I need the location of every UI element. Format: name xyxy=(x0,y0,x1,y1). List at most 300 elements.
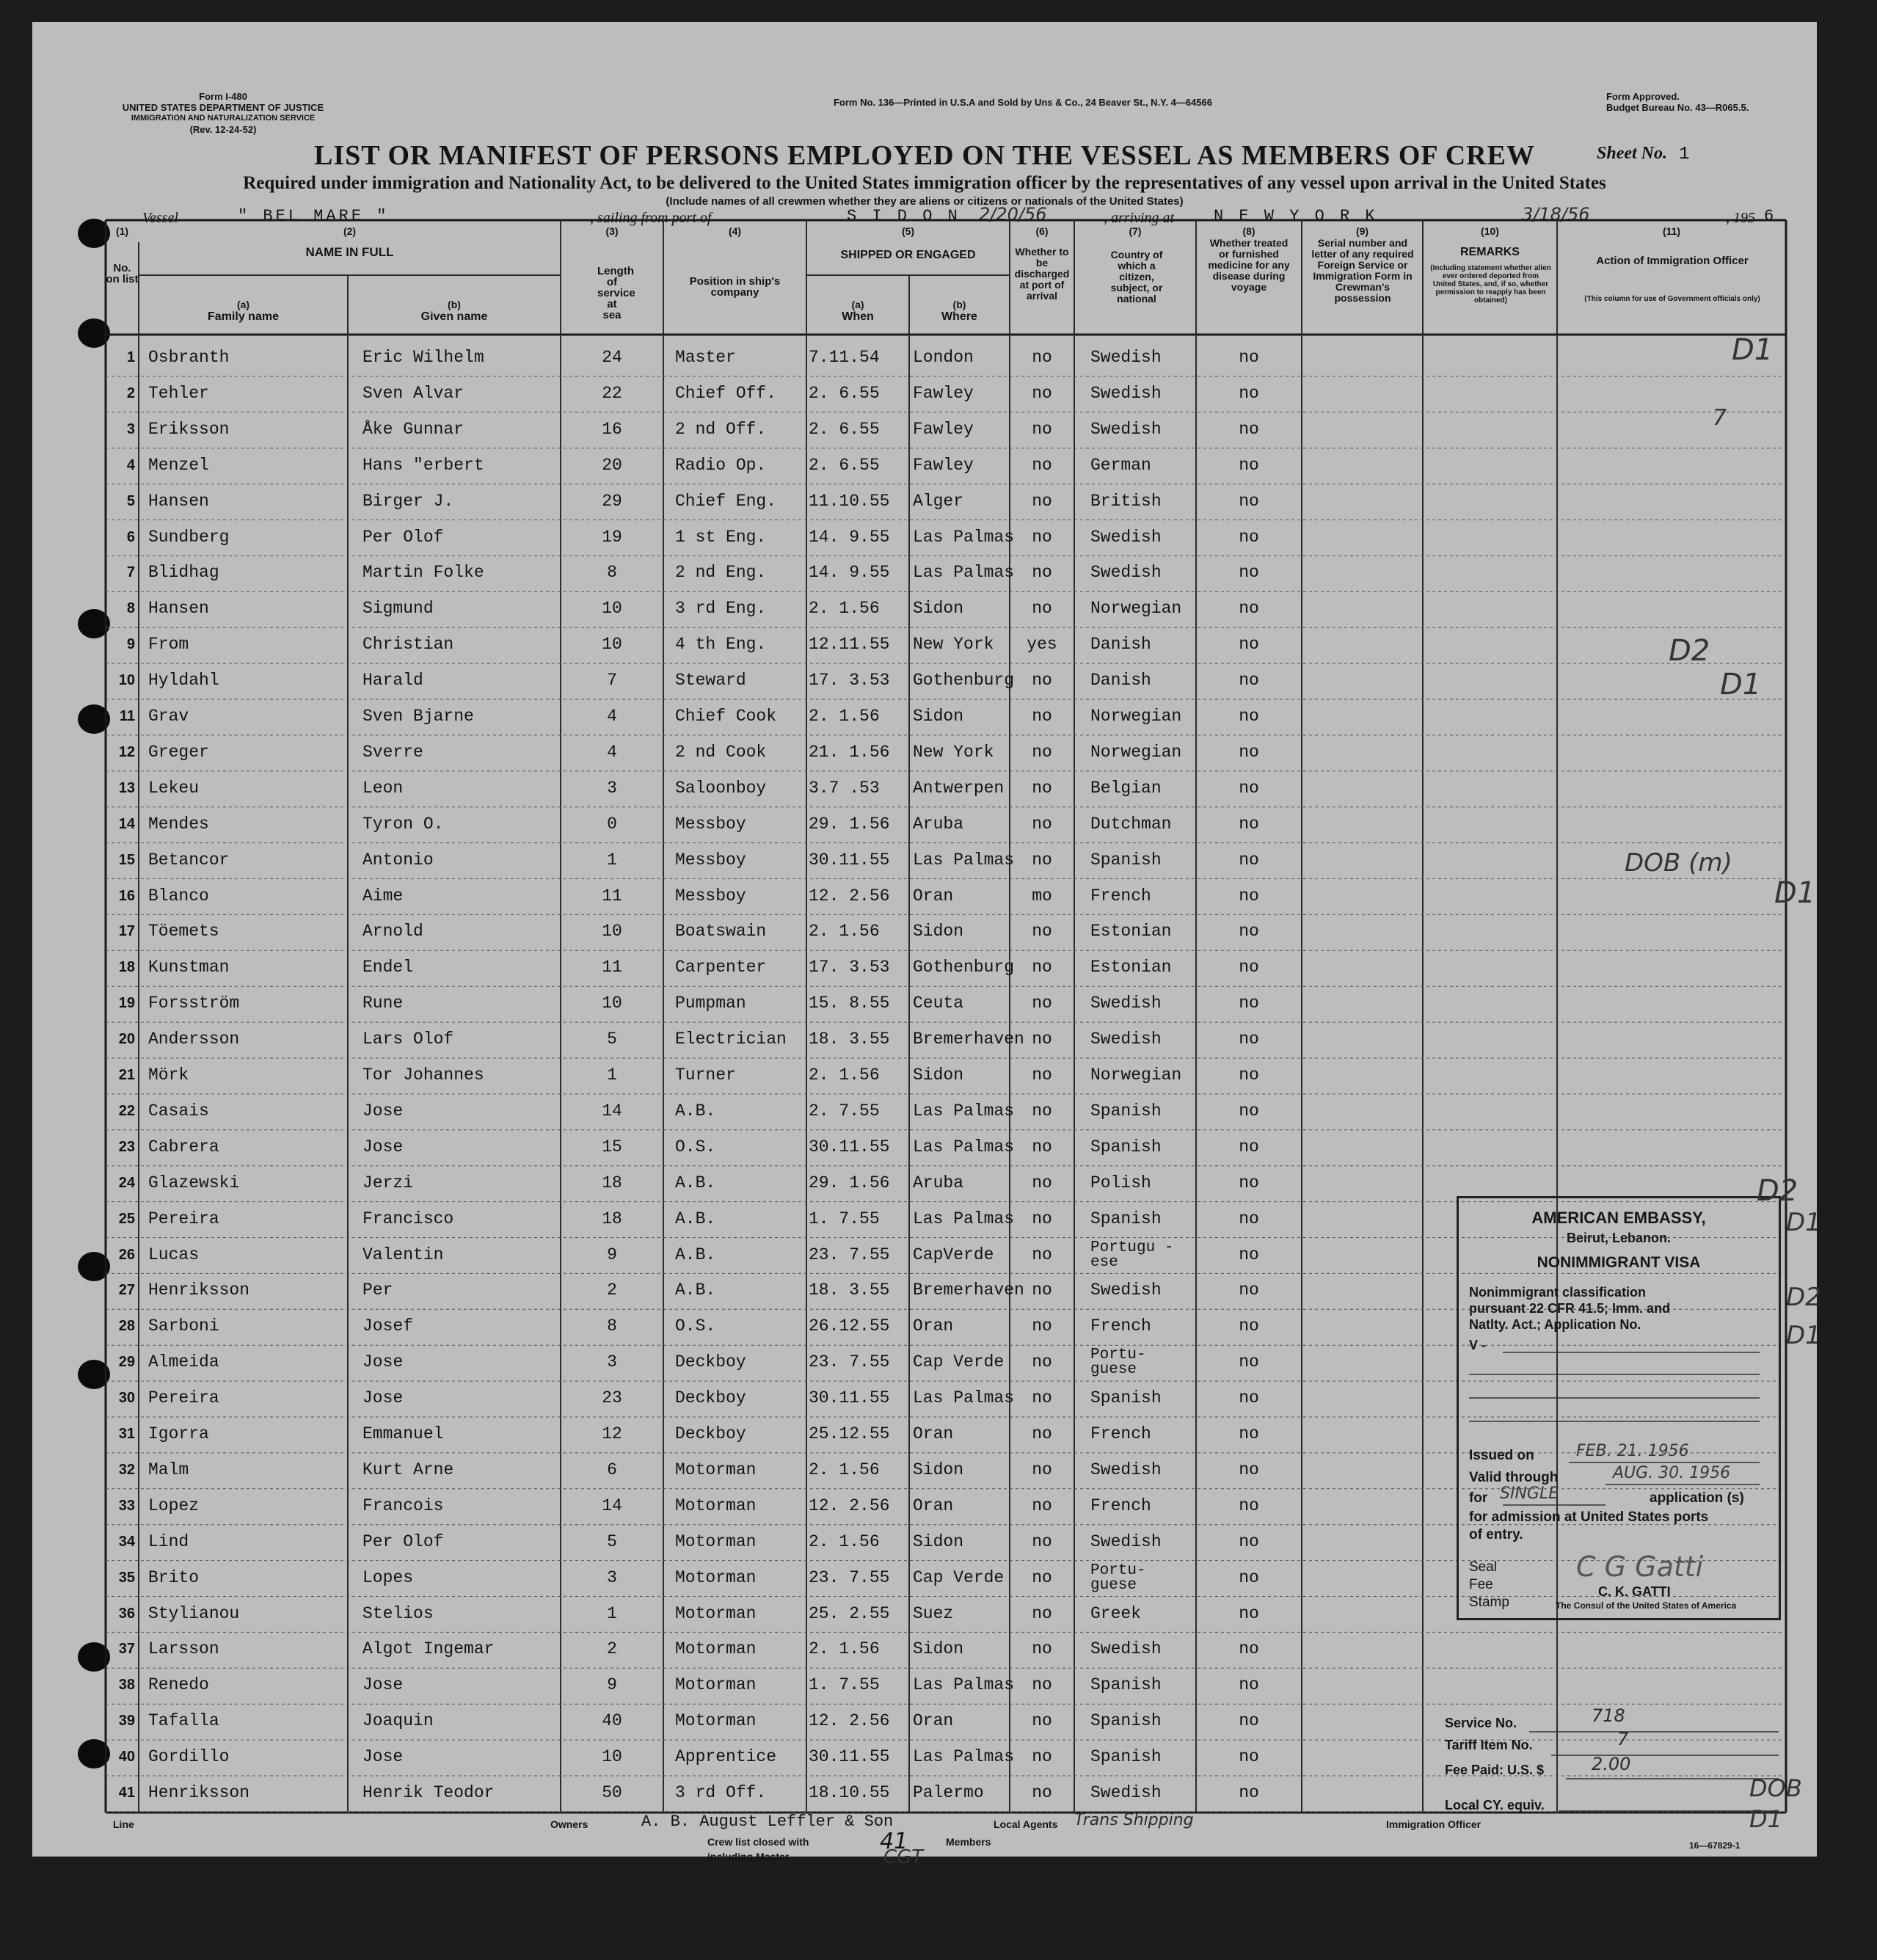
margin-annotation: 7 xyxy=(1713,405,1727,431)
row-number: 19 xyxy=(118,995,135,1012)
row-number: 15 xyxy=(118,851,135,868)
position: 3 rd Off. xyxy=(675,1783,767,1802)
row-number: 27 xyxy=(118,1282,135,1299)
family-name: Sarboni xyxy=(148,1316,219,1336)
position: O.S. xyxy=(675,1316,716,1336)
service-length: 0 xyxy=(607,814,617,834)
medicine: no xyxy=(1239,707,1259,726)
row-number: 37 xyxy=(118,1641,135,1658)
year-value: 6 xyxy=(1764,207,1774,225)
family-name: Pereira xyxy=(148,1209,219,1228)
nationality: Swedish xyxy=(1090,563,1162,583)
form-code: 16—67829-1 xyxy=(1689,1840,1741,1851)
nationality: Estonian xyxy=(1090,958,1172,977)
row-number: 30 xyxy=(118,1390,135,1407)
position: Steward xyxy=(675,671,746,691)
family-name: Hansen xyxy=(148,599,209,619)
position: Electrician xyxy=(675,1030,787,1049)
given-name: Jose xyxy=(362,1675,404,1695)
medicine: no xyxy=(1239,1747,1259,1767)
medicine: no xyxy=(1239,1280,1259,1300)
nationality: Spanish xyxy=(1090,1747,1162,1767)
shipped-where: Bremerhaven xyxy=(913,1030,1024,1049)
nationality: Belgian xyxy=(1090,778,1162,798)
given-name: Per Olof xyxy=(362,1531,444,1551)
consul-signature: C G Gatti xyxy=(1576,1551,1704,1583)
family-name: From xyxy=(148,635,189,655)
issued-on-value: FEB. 21. 1956 xyxy=(1576,1442,1689,1460)
nationality: Norwegian xyxy=(1090,599,1182,619)
col-2a-label: Family name xyxy=(208,310,279,323)
service-length: 1 xyxy=(607,1603,617,1623)
row-number: 34 xyxy=(118,1533,135,1550)
shipped-where: Oran xyxy=(913,1495,954,1515)
service-length: 10 xyxy=(602,599,622,619)
discharged: no xyxy=(1032,348,1052,367)
service-length: 15 xyxy=(602,1137,622,1156)
row-number: 35 xyxy=(118,1569,135,1586)
margin-annotation: D1 xyxy=(1720,668,1762,702)
nationality: Spanish xyxy=(1090,1711,1162,1731)
shipped-when: 15. 8.55 xyxy=(809,994,890,1013)
col-5-label: SHIPPED OR ENGAGED xyxy=(840,249,976,261)
margin-annotation: D1 xyxy=(1786,1208,1821,1237)
discharged: no xyxy=(1032,1639,1052,1659)
position: Motorman xyxy=(675,1711,757,1731)
service-length: 6 xyxy=(607,1460,617,1479)
service-name: IMMIGRATION AND NATURALIZATION SERVICE xyxy=(131,114,316,123)
given-name: Valentin xyxy=(362,1245,444,1264)
discharged: no xyxy=(1032,1030,1052,1049)
shipped-where: Las Palmas xyxy=(913,1675,1015,1695)
col-5b-label: Where xyxy=(941,310,977,323)
owners-label: Owners xyxy=(550,1818,588,1830)
row-number: 7 xyxy=(126,564,135,581)
col-3-label: Length of service at sea xyxy=(597,265,635,321)
discharged: no xyxy=(1032,1495,1052,1515)
discharged: no xyxy=(1032,850,1052,870)
shipped-when: 2. 1.56 xyxy=(809,707,880,726)
shipped-when: 14. 9.55 xyxy=(809,563,890,583)
shipped-when: 30.11.55 xyxy=(809,1388,890,1408)
medicine: no xyxy=(1239,348,1259,367)
row-number: 24 xyxy=(118,1174,135,1191)
position: 1 st Eng. xyxy=(675,527,767,547)
nationality: French xyxy=(1090,1316,1151,1336)
shipped-where: Gothenburg xyxy=(913,958,1015,977)
nationality: Spanish xyxy=(1090,850,1162,870)
family-name: Tehler xyxy=(148,383,209,403)
shipped-when: 23. 7.55 xyxy=(809,1245,890,1264)
for-label: for xyxy=(1469,1490,1488,1506)
position: Deckboy xyxy=(675,1352,746,1372)
nationality: Swedish xyxy=(1090,994,1162,1013)
row-number: 20 xyxy=(118,1031,135,1048)
nationality: Spanish xyxy=(1090,1137,1162,1156)
service-length: 24 xyxy=(602,348,622,367)
given-name: Francisco xyxy=(362,1209,454,1228)
service-length: 7 xyxy=(607,671,617,691)
position: Turner xyxy=(675,1065,736,1085)
col-5-num: (5) xyxy=(901,225,915,237)
medicine: no xyxy=(1239,383,1259,403)
discharged: no xyxy=(1032,491,1052,511)
col-9-label: Serial number and letter of any required Foreign Service or Immigration Form in Crewman's possession xyxy=(1311,237,1414,304)
nationality: French xyxy=(1090,1495,1151,1515)
position: Messboy xyxy=(675,814,746,834)
service-length: 19 xyxy=(602,527,622,547)
discharged: no xyxy=(1032,1065,1052,1085)
given-name: Per Olof xyxy=(362,527,444,547)
discharged: no xyxy=(1032,994,1052,1013)
discharged: no xyxy=(1032,455,1052,475)
service-length: 50 xyxy=(602,1783,622,1802)
shipped-where: Las Palmas xyxy=(913,1137,1015,1156)
admission-line-1: for admission at United States ports xyxy=(1469,1509,1709,1525)
row-number: 25 xyxy=(118,1210,135,1227)
medicine: no xyxy=(1239,1783,1259,1802)
given-name: Josef xyxy=(362,1316,414,1336)
nationality: Swedish xyxy=(1090,1783,1162,1802)
given-name: Jerzi xyxy=(362,1173,414,1192)
family-name: Betancor xyxy=(148,850,230,870)
service-length: 12 xyxy=(602,1424,622,1443)
family-name: Lopez xyxy=(148,1495,200,1515)
service-length: 5 xyxy=(607,1030,617,1049)
shipped-where: Alger xyxy=(913,491,964,511)
arriving-label: , arriving at xyxy=(1104,210,1175,226)
shipped-where: Aruba xyxy=(913,814,964,834)
medicine: no xyxy=(1239,1209,1259,1228)
medicine: no xyxy=(1239,1711,1259,1731)
classification-line-3: Natlty. Act.; Application No. xyxy=(1469,1317,1641,1332)
medicine: no xyxy=(1239,778,1259,798)
shipped-where: Cap Verde xyxy=(913,1352,1005,1372)
medicine: no xyxy=(1239,563,1259,583)
vessel-name: " BEL MARE " xyxy=(238,207,390,225)
nationality: Spanish xyxy=(1090,1101,1162,1121)
initials: CGT xyxy=(883,1846,924,1868)
visa-v-label: V - xyxy=(1469,1338,1487,1352)
consul-title: The Consul of the United States of America xyxy=(1556,1600,1737,1611)
discharged: no xyxy=(1032,958,1052,977)
vessel-label: Vessel xyxy=(142,210,178,226)
discharged: no xyxy=(1032,922,1052,941)
family-name: Töemets xyxy=(148,922,219,941)
service-length: 8 xyxy=(607,1316,617,1336)
family-name: Stylianou xyxy=(148,1603,240,1623)
family-name: Lekeu xyxy=(148,778,200,798)
shipped-where: Sidon xyxy=(913,1639,964,1659)
col-2b-num: (b) xyxy=(448,299,461,310)
shipped-when: 17. 3.53 xyxy=(809,958,890,977)
shipped-when: 18. 3.55 xyxy=(809,1030,890,1049)
col-1-label: No. on list xyxy=(106,262,139,285)
row-number: 16 xyxy=(118,887,135,904)
position: Radio Op. xyxy=(675,455,767,475)
col-11-label: Action of Immigration Officer xyxy=(1596,255,1749,267)
shipped-where: CapVerde xyxy=(913,1245,994,1264)
position: A.B. xyxy=(675,1209,716,1228)
given-name: Rune xyxy=(362,994,404,1013)
given-name: Jose xyxy=(362,1101,404,1121)
col-11-num: (11) xyxy=(1662,225,1681,237)
row-number: 8 xyxy=(126,600,135,617)
position: Messboy xyxy=(675,850,746,870)
shipped-where: Oran xyxy=(913,1316,954,1336)
nationality: Spanish xyxy=(1090,1675,1162,1695)
service-length: 14 xyxy=(602,1495,622,1515)
given-name: Åke Gunnar xyxy=(362,419,464,439)
discharged: no xyxy=(1032,1747,1052,1767)
shipped-when: 14. 9.55 xyxy=(809,527,890,547)
position: Motorman xyxy=(675,1495,757,1515)
given-name: Jose xyxy=(362,1388,404,1408)
col-11-note: (This column for use of Government officials only) xyxy=(1584,295,1760,303)
shipped-where: Fawley xyxy=(913,419,974,439)
discharged: no xyxy=(1032,527,1052,547)
col-2b-label: Given name xyxy=(420,310,488,323)
row-number: 29 xyxy=(118,1354,135,1371)
line-label: Line xyxy=(113,1818,134,1830)
shipped-when: 1. 7.55 xyxy=(809,1675,880,1695)
nationality: Swedish xyxy=(1090,348,1162,367)
fee-paid-value: 2.00 xyxy=(1592,1754,1631,1774)
discharged: yes xyxy=(1027,635,1057,655)
nationality: Dutchman xyxy=(1090,814,1172,834)
margin-annotation: D2 xyxy=(1757,1174,1798,1208)
stamp-label: Stamp xyxy=(1469,1595,1509,1610)
nationality: Swedish xyxy=(1090,1030,1162,1049)
col-6-num: (6) xyxy=(1035,225,1049,237)
row-number: 14 xyxy=(118,815,135,832)
margin-annotation: DOB xyxy=(1749,1774,1802,1802)
shipped-where: Sidon xyxy=(913,1460,964,1479)
family-name: Larsson xyxy=(148,1639,219,1659)
members-label: Members xyxy=(946,1836,991,1848)
position: 2 nd Cook xyxy=(675,742,767,762)
given-name: Harald xyxy=(362,671,423,691)
family-name: Grav xyxy=(148,707,189,726)
given-name: Hans "erbert xyxy=(362,455,484,475)
medicine: no xyxy=(1239,1495,1259,1515)
shipped-when: 25.12.55 xyxy=(809,1424,890,1443)
medicine: no xyxy=(1239,599,1259,619)
fee-label: Fee xyxy=(1469,1577,1493,1592)
family-name: Hansen xyxy=(148,491,209,511)
medicine: no xyxy=(1239,1316,1259,1336)
shipped-when: 7.11.54 xyxy=(809,348,880,367)
service-length: 20 xyxy=(602,455,622,475)
page-title: LIST OR MANIFEST OF PERSONS EMPLOYED ON THE VESSEL AS MEMBERS OF CREW xyxy=(314,140,1535,171)
margin-annotation: D1 xyxy=(1774,876,1816,910)
shipped-when: 18.10.55 xyxy=(809,1783,890,1802)
shipped-where: Fawley xyxy=(913,455,974,475)
shipped-where: Sidon xyxy=(913,922,964,941)
medicine: no xyxy=(1239,455,1259,475)
budget-bureau-no: Budget Bureau No. 43—R065.5. xyxy=(1606,102,1749,113)
shipped-when: 12. 2.56 xyxy=(809,1711,890,1731)
discharged: no xyxy=(1032,1209,1052,1228)
given-name: Joaquin xyxy=(362,1711,434,1731)
family-name: Andersson xyxy=(148,1030,240,1049)
nationality: Swedish xyxy=(1090,419,1162,439)
shipped-where: Las Palmas xyxy=(913,527,1015,547)
position: Apprentice xyxy=(675,1747,777,1767)
service-length: 18 xyxy=(602,1173,622,1192)
include-note: (Include names of all crewmen whether they are aliens or citizens or nationals of the United States) xyxy=(666,195,1184,208)
family-name: Tafalla xyxy=(148,1711,219,1731)
position: A.B. xyxy=(675,1101,716,1121)
discharged: no xyxy=(1032,1173,1052,1192)
medicine: no xyxy=(1239,922,1259,941)
given-name: Emmanuel xyxy=(362,1424,444,1443)
col-5a-label: When xyxy=(842,310,874,323)
shipped-when: 2. 1.56 xyxy=(809,922,880,941)
row-number: 1 xyxy=(126,349,135,365)
service-length: 23 xyxy=(602,1388,622,1408)
shipped-where: Las Palmas xyxy=(913,1101,1015,1121)
service-length: 10 xyxy=(602,635,622,655)
medicine: no xyxy=(1239,671,1259,691)
shipped-where: Oran xyxy=(913,886,954,906)
classification-line-2: pursuant 22 CFR 41.5; Imm. and xyxy=(1469,1301,1671,1316)
nationality: Danish xyxy=(1090,671,1151,691)
printer-note: Form No. 136—Printed in U.S.A and Sold by Uns & Co., 24 Beaver St., N.Y. 4—64566 xyxy=(833,97,1213,108)
col-2-label: NAME IN FULL xyxy=(305,245,394,259)
family-name: Cabrera xyxy=(148,1137,219,1156)
given-name: Tyron O. xyxy=(362,814,444,834)
family-name: Glazewski xyxy=(148,1173,240,1192)
position: Chief Off. xyxy=(675,383,777,403)
row-number: 23 xyxy=(118,1138,135,1155)
row-number: 28 xyxy=(118,1318,135,1335)
row-number: 9 xyxy=(126,636,135,653)
seal-label: Seal xyxy=(1469,1559,1498,1575)
family-name: Lind xyxy=(148,1531,189,1551)
given-name: Christian xyxy=(362,635,454,655)
crew-count: 41 xyxy=(880,1829,908,1854)
shipped-when: 1. 7.55 xyxy=(809,1209,880,1228)
row-number: 3 xyxy=(126,420,135,437)
shipped-where: Palermo xyxy=(913,1783,984,1802)
margin-annotation: D1 xyxy=(1732,333,1774,367)
owners-value: A. B. August Leffler & Son xyxy=(641,1813,894,1831)
medicine: no xyxy=(1239,886,1259,906)
arriving-port: N E W Y O R K xyxy=(1214,207,1378,225)
sailing-date-handwritten: 2/20/56 xyxy=(979,204,1047,225)
shipped-where: Sidon xyxy=(913,707,964,726)
col-5a-num: (a) xyxy=(851,299,864,310)
service-length: 40 xyxy=(602,1711,622,1731)
row-number: 32 xyxy=(118,1461,135,1478)
given-name: Jose xyxy=(362,1137,404,1156)
row-number: 13 xyxy=(118,779,135,796)
shipped-where: Oran xyxy=(913,1424,954,1443)
col-1-num: (1) xyxy=(115,225,129,237)
position: 2 nd Off. xyxy=(675,419,767,439)
row-number: 4 xyxy=(126,456,135,473)
position: A.B. xyxy=(675,1245,716,1264)
medicine: no xyxy=(1239,635,1259,655)
given-name: Sigmund xyxy=(362,599,434,619)
shipped-when: 2. 1.56 xyxy=(809,1639,880,1659)
discharged: no xyxy=(1032,1101,1052,1121)
given-name: Sven Bjarne xyxy=(362,707,474,726)
family-name: Eriksson xyxy=(148,419,230,439)
discharged: no xyxy=(1032,778,1052,798)
service-length: 22 xyxy=(602,383,622,403)
discharged: no xyxy=(1032,419,1052,439)
position: O.S. xyxy=(675,1137,716,1156)
shipped-when: 26.12.55 xyxy=(809,1316,890,1336)
consul-name: C. K. GATTI xyxy=(1598,1584,1671,1599)
col-7-label: Country of which a citizen, subject, or national xyxy=(1110,249,1163,305)
nationality: British xyxy=(1090,491,1162,511)
visa-type: NONIMMIGRANT VISA xyxy=(1537,1254,1701,1271)
discharged: no xyxy=(1032,1352,1052,1372)
medicine: no xyxy=(1239,1424,1259,1443)
nationality: Portu- guese xyxy=(1090,1347,1146,1379)
position: Messboy xyxy=(675,886,746,906)
shipped-when: 29. 1.56 xyxy=(809,814,890,834)
medicine: no xyxy=(1239,527,1259,547)
family-name: Blanco xyxy=(148,886,209,906)
given-name: Tor Johannes xyxy=(362,1065,484,1085)
shipped-where: Sidon xyxy=(913,1531,964,1551)
row-number: 17 xyxy=(118,923,135,940)
service-length: 18 xyxy=(602,1209,622,1228)
given-name: Eric Wilhelm xyxy=(362,348,484,367)
row-number: 11 xyxy=(119,708,135,724)
given-name: Stelios xyxy=(362,1603,434,1623)
shipped-when: 30.11.55 xyxy=(809,1747,890,1767)
subtitle: Required under immigration and Nationality Act, to be delivered to the United States immigration officer by the representatives of any vessel upon arrival in the United States xyxy=(243,173,1606,193)
discharged: no xyxy=(1032,1460,1052,1479)
service-length: 4 xyxy=(607,742,617,762)
medicine: no xyxy=(1239,1675,1259,1695)
nationality: Portugu -ese xyxy=(1090,1239,1174,1271)
discharged: no xyxy=(1032,383,1052,403)
given-name: Francois xyxy=(362,1495,444,1515)
col-8-num: (8) xyxy=(1242,225,1255,237)
col-3-num: (3) xyxy=(605,225,619,237)
shipped-when: 29. 1.56 xyxy=(809,1173,890,1192)
shipped-where: Antwerpen xyxy=(913,778,1005,798)
family-name: Casais xyxy=(148,1101,209,1121)
service-length: 8 xyxy=(607,563,617,583)
family-name: Pereira xyxy=(148,1388,219,1408)
medicine: no xyxy=(1239,1030,1259,1049)
embassy-city: Beirut, Lebanon. xyxy=(1566,1231,1671,1245)
given-name: Antonio xyxy=(362,850,434,870)
service-length: 11 xyxy=(602,886,622,906)
shipped-where: New York xyxy=(913,742,994,762)
family-name: Renedo xyxy=(148,1675,209,1695)
given-name: Jose xyxy=(362,1747,404,1767)
family-name: Almeida xyxy=(148,1352,219,1372)
agents-value: Trans Shipping xyxy=(1074,1811,1194,1829)
shipped-when: 2. 1.56 xyxy=(809,1065,880,1085)
shipped-when: 30.11.55 xyxy=(809,1137,890,1156)
discharged: no xyxy=(1032,742,1052,762)
service-length: 3 xyxy=(607,1352,617,1372)
visa-stamp xyxy=(1457,1196,1781,1620)
position: A.B. xyxy=(675,1173,716,1192)
medicine: no xyxy=(1239,1567,1259,1587)
nationality: Estonian xyxy=(1090,922,1172,941)
shipped-when: 21. 1.56 xyxy=(809,742,890,762)
